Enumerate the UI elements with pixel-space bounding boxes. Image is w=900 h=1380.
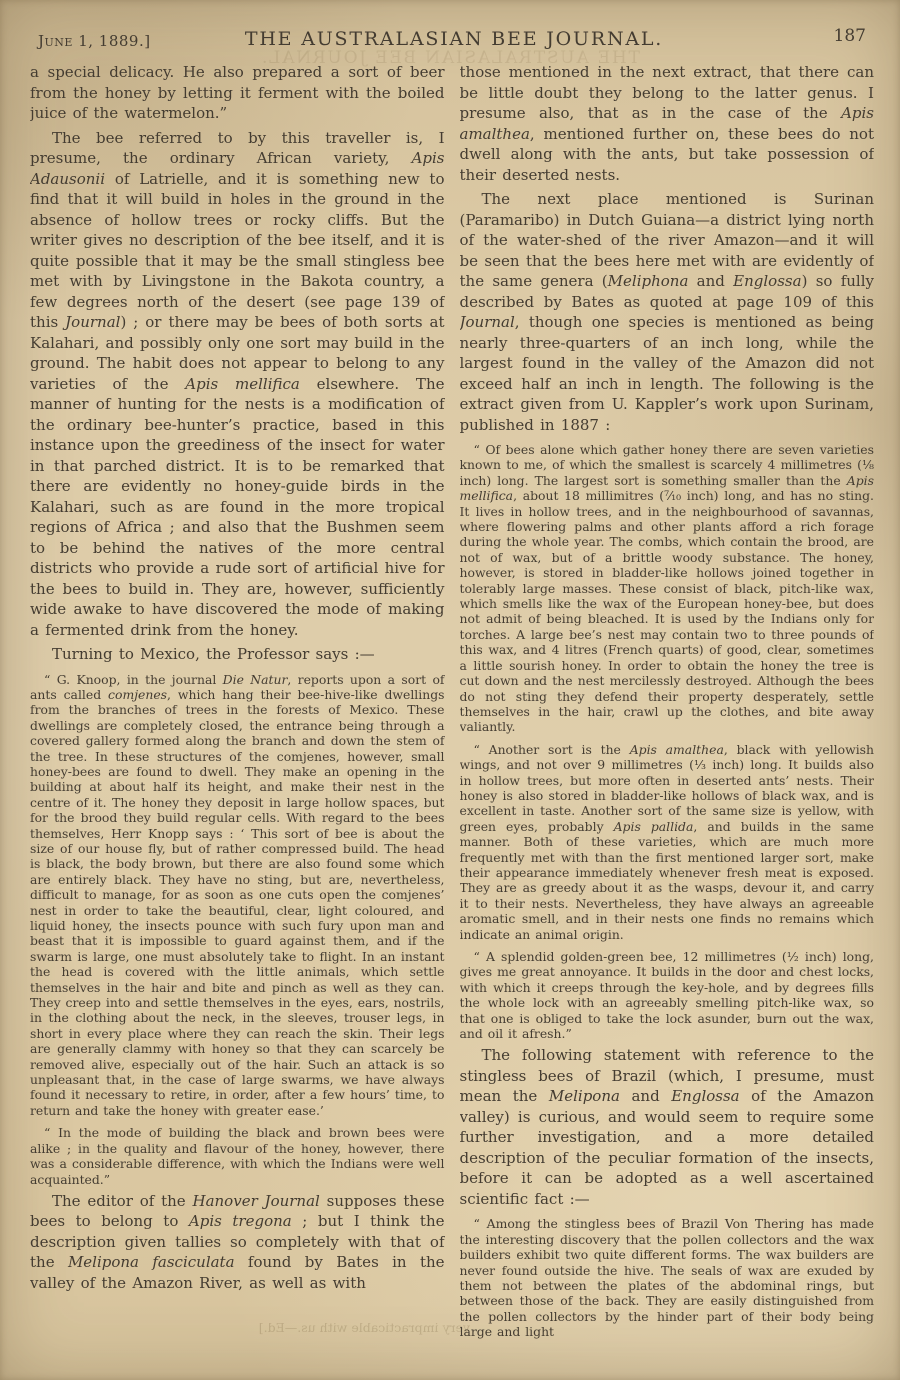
italic-text: Journal bbox=[65, 313, 121, 331]
text-run: a special delicacy. He also prepared a sort of beer from the honey by letting it ferment with the boiled juice of the watermelon.” bbox=[30, 63, 445, 122]
text-run: , which hang their bee-hive-like dwellings from the branches of trees in the forests of Mexico. These dwellings are completely closed, the entrance being through a covered gallery formed along the branch and down the stem of the tree. In these structures of the comjenes, however, small honey-bees are found to dwell. They make an opening in the building at about half its height, and make their nest in the centre of it. The honey they deposit in large hollow spaces, but for the brood they build regular cells. With regard to the bees themselves, Herr Knopp says : ‘ This sort of bee is about the size of our house fly, but of rather compressed build. The head is black, the body brown, but there are also found some which are entirely black. They have no sting, but are, nevertheless, difficult to manage, for as soon as one cuts open the comjenes’ nest in order to take the beautiful, clear, light coloured, and liquid honey, the insects pounce with such fury upon man and beast that it is impossible to guard against them, and if the swarm is large, one must absolutely take to flight. In an instant the head is covered with the little animals, which settle themselves in the hair and bite and pinch as well as they can. They creep into and settle themselves in the eyes, ears, nostrils, in the clothing about the neck, in the sleeves, trouser legs, in short in every place where they can reach the skin. Their legs are generally clammy with honey so that they can scarcely be removed alive, especially out of the hair. Such an attack is so unpleasant that, in the case of large swarms, we have always found it necessary to retire, in order, after a few hours’ time, to return and take the honey with greater ease.’ bbox=[30, 686, 445, 1118]
body-paragraph bbox=[460, 189, 875, 435]
text-run: The bee referred to by this traveller is, I presume, the ordinary African variety, bbox=[30, 128, 445, 167]
extract-paragraph bbox=[30, 672, 445, 1119]
italic-text: Apis amalthea bbox=[459, 104, 874, 143]
italic-text: comjenes bbox=[108, 686, 168, 702]
text-run: The editor of the bbox=[52, 1191, 193, 1210]
text-run: ; but I think the description given tallies so completely with that of the bbox=[30, 1212, 445, 1272]
journal-title: THE AUSTRALASIAN BEE JOURNAL. bbox=[244, 28, 664, 50]
extract-paragraph bbox=[460, 442, 875, 735]
text-run: ) ; or there may be bees of both sorts at Kalahari, and possibly only one sort may build in the ground. The habit does not appear to belong to any varieties of the bbox=[30, 313, 445, 393]
body-paragraph bbox=[460, 62, 875, 185]
issue-date: June 1, 1889.] bbox=[38, 32, 151, 50]
left-column bbox=[30, 62, 445, 1372]
bleedthrough-title: THE AUSTRALASIAN BEE JOURNAL. bbox=[260, 48, 640, 68]
page-header bbox=[38, 26, 870, 60]
italic-text: Apis pallida bbox=[613, 818, 694, 834]
text-run: found by Bates in the valley of the Amazon River, as well as with bbox=[30, 1253, 445, 1292]
text-run: “ In the mode of building the black and brown bees were alike ; in the quality and flavour of the honey, however, there was a considerable difference, with which the Indians were well acquainted.” bbox=[30, 1125, 445, 1187]
text-run: those mentioned in the next extract, that there can be little doubt they belong to the latter genus. I presume also, that as in the case of the bbox=[459, 63, 874, 122]
text-run: supposes these bees to belong to bbox=[30, 1191, 445, 1231]
text-run: The following statement with reference to the stingless bees of Brazil (which, I presume, must mean the bbox=[459, 1046, 874, 1106]
text-run: elsewhere. The manner of hunting for the nests is a modification of the ordinary bee-hunter’s practice, based in this instance upon the greediness of the insect for water in that parched district. It is to be remarked that there are evidently no honey-guide birds in the Kalahari, such as are found in the more tropical regions of Africa ; and also that the Bushmen seem to be behind the natives of the more central districts who provide a rude sort of artificial hive for the bees to build in. They are, however, sufficiently wide awake to have discovered the mode of making a fermented drink from the honey. bbox=[30, 374, 445, 639]
text-run: , though one species is mentioned as being nearly three-quarters of an inch long, while the largest found in the valley of the Amazon did not exceed half an inch in length. The following is the extract given from U. Kappler’s work upon Surinam, published in 1887 : bbox=[459, 313, 874, 434]
italic-text: Melipona bbox=[548, 1087, 620, 1106]
text-run: Turning to Mexico, the Professor says :— bbox=[52, 645, 375, 663]
italic-text: Apis Adausonii bbox=[30, 149, 445, 188]
italic-text: Apis tregona bbox=[188, 1212, 292, 1231]
text-run: , black with yellowish wings, and not over 9 millimetres (⅓ inch) long. It builds also in hollow trees, but more often in deserted ants’ nests. Their honey is also stored in bladder-like hollows of black wax, and is excellent in taste. Another sort of the same size is yellow, with green eyes, probably bbox=[459, 741, 874, 834]
text-run: of the Amazon valley) is curious, and would seem to require some further investigation, and a more detailed description of the peculiar formation of the insects, before it can be adopted as a well ascertained scientific fact :— bbox=[459, 1087, 874, 1208]
extract-paragraph bbox=[30, 1125, 445, 1187]
text-run: “ Of bees alone which gather honey there are seven varieties known to me, of which the smallest is scarcely 4 millimetres (⅛ inch) long. The largest sort is something smaller than the bbox=[459, 442, 874, 488]
text-run: of Latrielle, and it is something new to find that it will build in holes in the ground in the absence of hollow trees or rocky cliffs. But the writer gives no description of the bee itself, and it is quite possible that it may be the small stingless bee met with by Livingstone in the Bakota country, a few degrees north of the desert (see page 139 of this bbox=[30, 169, 445, 331]
italic-text: Englossa bbox=[671, 1087, 740, 1106]
text-run: ) so fully described by Bates as quoted at page 109 of this bbox=[459, 272, 874, 311]
text-run: , mentioned further on, these bees do not dwell along with the ants, but take possession of their deserted nests. bbox=[459, 124, 874, 184]
bleedthrough-bottom-note: very impracticable with us.—Ed.] bbox=[258, 1320, 470, 1335]
italic-text: Melipona fasciculata bbox=[67, 1253, 235, 1272]
text-run: , and builds in the same manner. Both of these varieties, which are much more frequently met with than the first mentioned larger sort, make their appearance immediately whenever fresh meat is exposed. They are as greedy about it as the wasps, devour it, and carry it to their nests. Nevertheless, they have always an agreeable aromatic smell, and in their nests one finds no remains which indicate an animal origin. bbox=[459, 818, 874, 942]
extract-paragraph bbox=[460, 949, 875, 1041]
text-run: The next place mentioned is Surinan (Paramaribo) in Dutch Guiana—a district lying north of the water-shed of the river Amazon—and it will be seen that the bees here met with are evidently of the same genera ( bbox=[459, 190, 874, 290]
text-run: “ Among the stingless bees of Brazil Von Thering has made the interesting discovery that the pollen collectors and the wax builders exhibit two quite different forms. The wax builders are never found outside the hive. The seals of wax are exuded by them not between the plates of the abdominal rings, but between those of the back. They are easily distinguished from the pollen collectors by the hinder part of their body being large and light bbox=[459, 1216, 874, 1340]
italic-text: Die Natur bbox=[222, 671, 288, 687]
body-paragraph bbox=[30, 62, 445, 124]
text-run: and bbox=[619, 1087, 672, 1106]
text-run: “ A splendid golden-green bee, 12 millimetres (½ inch) long, gives me great annoyance. It builds in the door and chest locks, with which it creeps through the key-hole, and by degrees fills the whole lock with an agreeably smelling pitch-like wax, so that one is obliged to take the lock asunder, burn out the wax, and oil it afresh.” bbox=[459, 949, 874, 1042]
italic-text: Meliphona bbox=[607, 272, 689, 290]
italic-text: Apis mellifica bbox=[185, 374, 300, 393]
text-run: , reports upon a sort of ants called bbox=[30, 671, 445, 702]
italic-text: Apis mellifica bbox=[459, 472, 874, 504]
body-paragraph bbox=[30, 644, 445, 665]
body-paragraph bbox=[460, 1045, 875, 1209]
italic-text: Englossa bbox=[733, 272, 802, 290]
page-number: 187 bbox=[833, 26, 866, 46]
text-run: “ Another sort is the bbox=[473, 741, 630, 757]
body-paragraph bbox=[30, 128, 445, 641]
italic-text: Journal bbox=[459, 313, 515, 331]
text-run: , about 18 millimitres (⁷⁄₁₀ inch) long, and has no sting. It lives in hollow trees, and in the neighbourhood of savannas, where flowering palms and other plants afford a rich forage during the whole year. The combs, which contain the brood, are not of wax, but of a brittle woody substance. The honey, however, is stored in bladder-like hollows joined together in tolerably large masses. These consist of black, pitch-like wax, which smells like the wax of the European honey-bee, but does not admit of being bleached. It is used by the Indians only for torches. A large bee’s nest may contain two to three pounds of this wax, and 4 litres (French quarts) of good, clear, sometimes a little sourish honey. In order to obtain the honey the tree is cut down and the nest mercilessly destroyed. Although the bees do not sting they defend their property desperately, settle themselves in the hair, crawl up the clothes, and bite away valiantly. bbox=[459, 488, 874, 735]
text-run: and bbox=[688, 272, 734, 290]
body-paragraph bbox=[30, 1191, 445, 1294]
extract-paragraph bbox=[460, 1216, 875, 1339]
italic-text: Hanover Journal bbox=[192, 1191, 320, 1210]
italic-text: Apis amalthea bbox=[629, 741, 724, 757]
text-run: “ G. Knoop, in the journal bbox=[44, 671, 223, 687]
two-column-text-area bbox=[30, 62, 874, 1372]
right-column bbox=[460, 62, 875, 1372]
extract-paragraph bbox=[460, 742, 875, 942]
